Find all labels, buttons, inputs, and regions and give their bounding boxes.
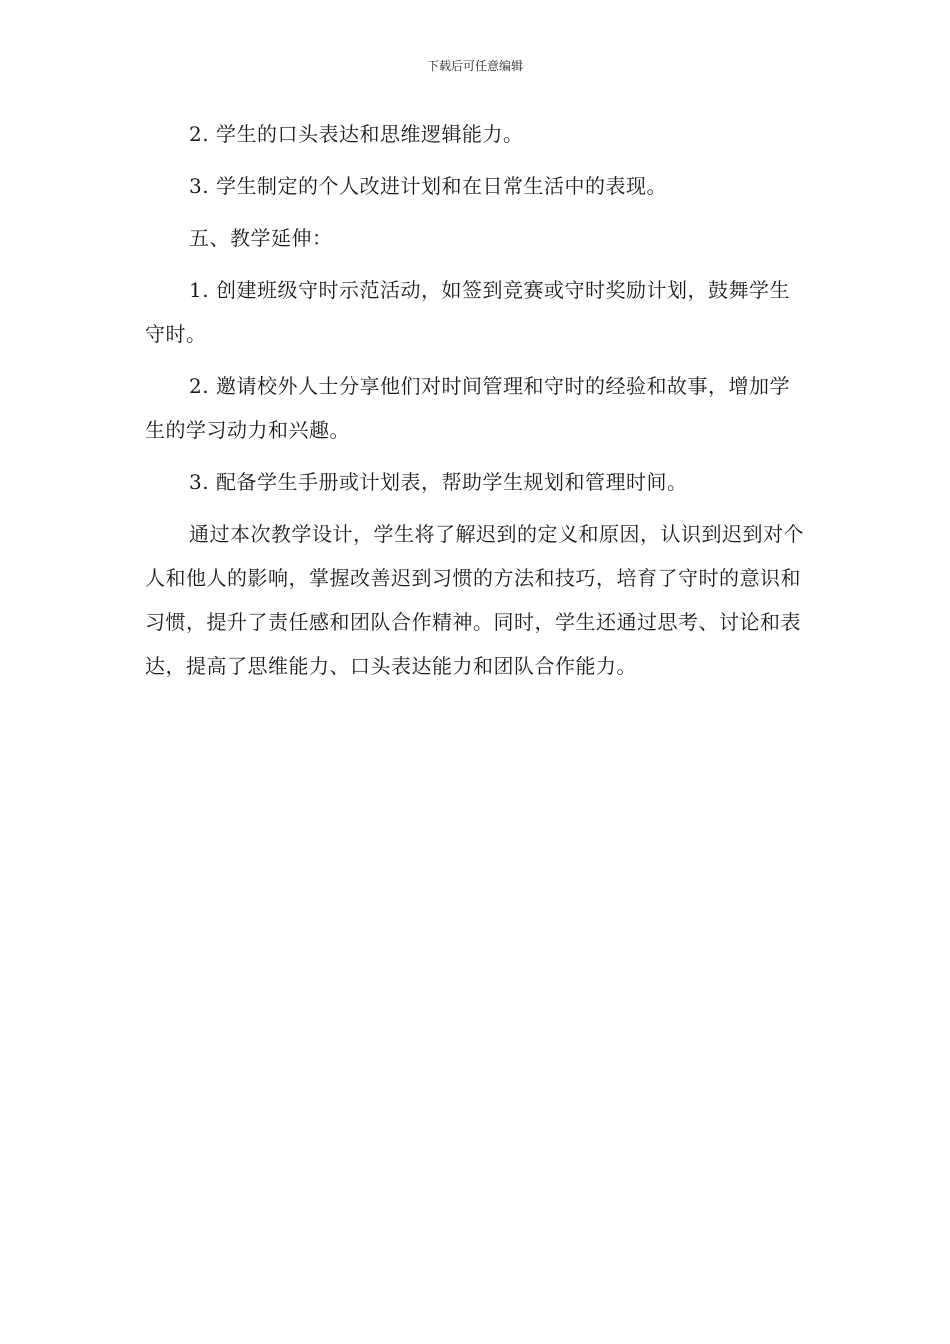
paragraph-eval-2: 2. 学生的口头表达和思维逻辑能力。 (189, 122, 524, 146)
section-heading-extension: 五、教学延伸： (189, 226, 333, 250)
page-header: 下载后可任意编辑 (426, 59, 523, 73)
paragraph-eval-3: 3. 学生制定的个人改进计划和在日常生活中的表现。 (189, 174, 667, 198)
paragraph-extension-1: 1. 创建班级守时示范活动，如签到竞赛或守时奖励计划，鼓舞学生守时。 (145, 278, 790, 346)
paragraph-extension-2: 2. 邀请校外人士分享他们对时间管理和守时的经验和故事，增加学生的学习动力和兴趣。 (145, 374, 790, 442)
paragraph-extension-3: 3. 配备学生手册或计划表，帮助学生规划和管理时间。 (189, 470, 688, 494)
paragraph-summary: 通过本次教学设计，学生将了解迟到的定义和原因，认识到迟到对个人和他人的影响，掌握改善迟到习惯的方法和技巧，培育了守时的意识和习惯，提升了责任感和团队合作精神。同时，学生还通过思考、讨论和表达，提高了思维能力、口头表达能力和团队合作能力。 (145, 522, 804, 678)
document-body (145, 112, 805, 696)
